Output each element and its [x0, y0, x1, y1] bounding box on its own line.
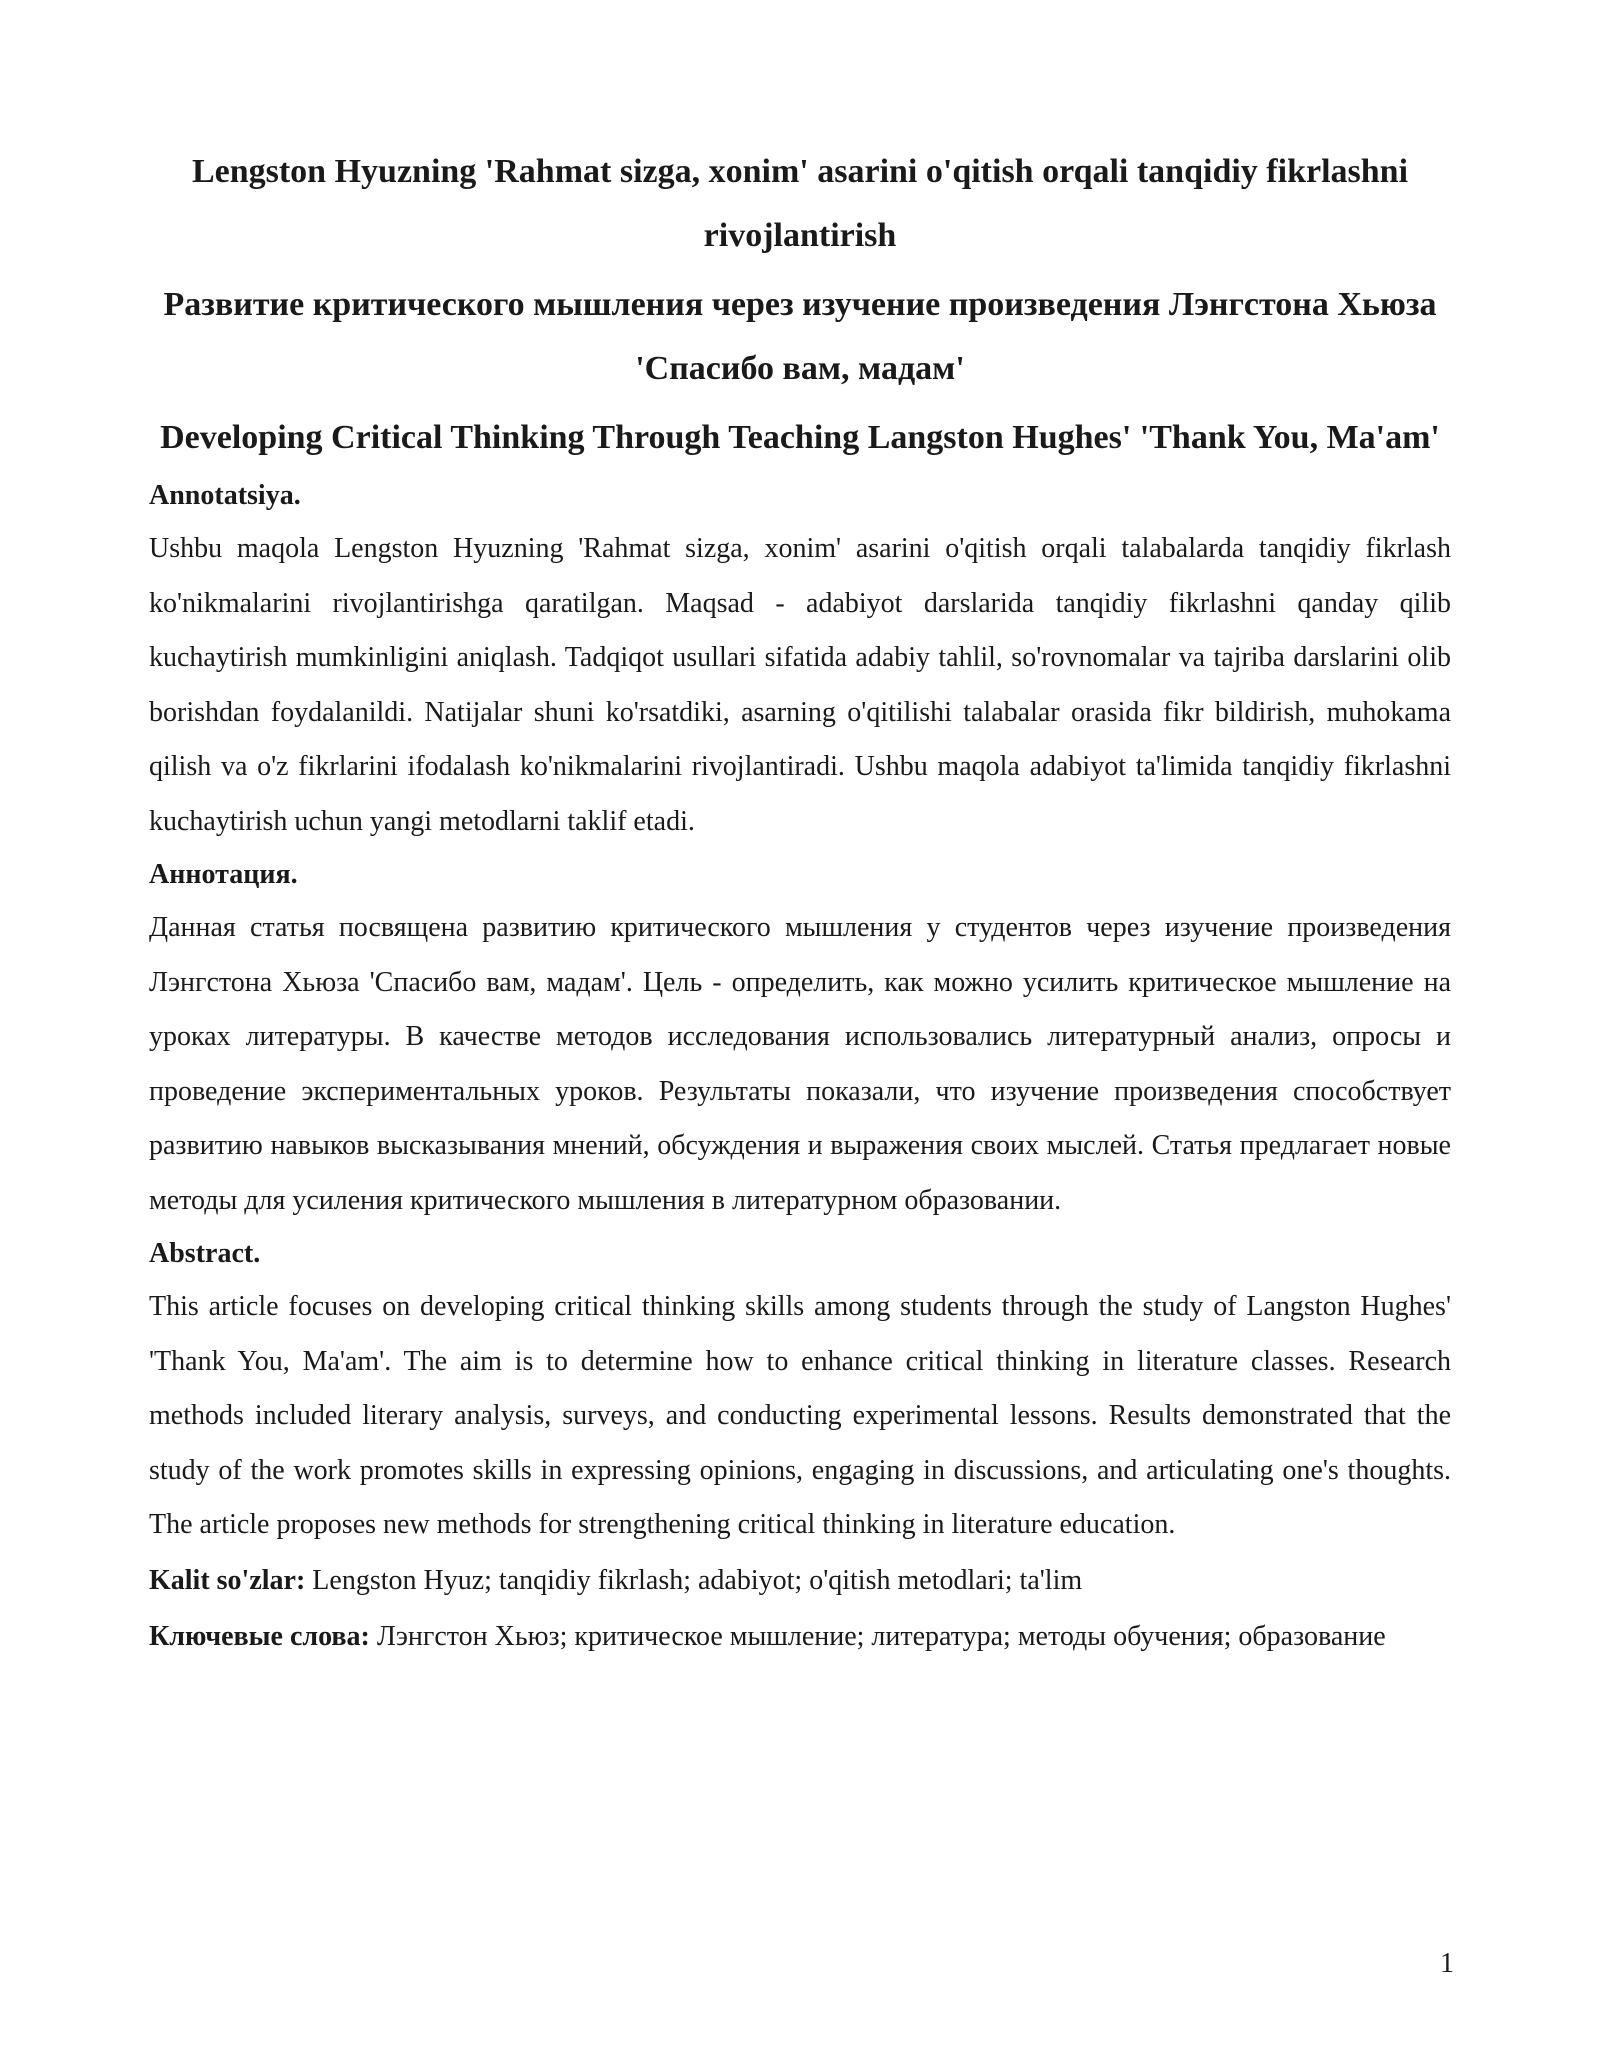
keywords-uzbek-text: Lengston Hyuz; tanqidiy fikrlash; adabiyot; o'qitish metodlari; ta'lim — [305, 1564, 1083, 1596]
title-uzbek: Lengston Hyuzning 'Rahmat sizga, xonim' asarini o'qitish orqali tanqidiy fikrlashni rivojlantirish — [191, 153, 1409, 254]
abstract-uzbek-heading: Annotatsiya. — [149, 480, 301, 511]
abstract-uzbek-section — [149, 478, 1451, 849]
paper-page — [149, 140, 1451, 1665]
abstract-english-text: This article focuses on developing critical thinking skills among students through the study of Langston Hughes' 'Thank You, Ma'am'. The aim is to determine how to enhance critical thinking in literature classes. Research methods included literary analysis, surveys, and conducting experimental lessons. Results demonstrated that the study of the work promotes skills in expressing opinions, engaging in discussions, and articulating one's thoughts. The article proposes new methods for strengthening critical thinking in literature education. — [149, 1291, 1451, 1540]
title-russian: Развитие критического мышления через изучение произведения Лэнгстона Хьюза 'Спасибо вам, мадам' — [163, 286, 1437, 387]
page-number: 1 — [1440, 1948, 1454, 1979]
abstract-russian-text: Данная статья посвящена развитию критического мышления у студентов через изучение произведения Лэнгстона Хьюза 'Спасибо вам, мадам'. Цель - определить, как можно усилить критическое мышление на уроках литературы. В качестве методов исследования использовались литературный анализ, опросы и проведение экспериментальных уроков. Результаты показали, что изучение произведения способствует развитию навыков высказывания мнений, обсуждения и выражения своих мыслей. Статья предлагает новые методы для усиления критического мышления в литературном образовании. — [149, 912, 1451, 1216]
keywords-russian-label: Ключевые слова: — [149, 1620, 370, 1652]
title-english: Developing Critical Thinking Through Teaching Langston Hughes' 'Thank You, Ma'am' — [160, 419, 1440, 456]
keywords-russian — [149, 1609, 1451, 1665]
keywords-uzbek-label: Kalit so'zlar: — [149, 1564, 306, 1596]
keywords-russian-text: Лэнгстон Хьюз; критическое мышление; литература; методы обучения; образование — [369, 1620, 1386, 1652]
abstract-english-heading: Abstract. — [149, 1238, 261, 1269]
keywords-uzbek — [149, 1553, 1451, 1609]
abstract-uzbek-text: Ushbu maqola Lengston Hyuzning 'Rahmat sizga, xonim' asarini o'qitish orqali talabalarda tanqidiy fikrlash ko'nikmalarini rivojlantirishga qaratilgan. Maqsad - adabiyot darslarida tanqidiy fikrlashni qanday qilib kuchaytirish mumkinligini aniqlash. Tadqiqot usullari sifatida adabiy tahlil, so'rovnomalar va tajriba darslarini olib borishdan foydalanildi. Natijalar shuni ko'rsatdiki, asarning o'qitilishi talabalar orasida fikr bildirish, muhokama qilish va o'z fikrlarini ifodalash ko'nikmalarini rivojlantiradi. Ushbu maqola adabiyot ta'limida tanqidiy fikrlashni kuchaytirish uchun yangi metodlarni taklif etadi. — [149, 533, 1451, 837]
abstract-russian-heading: Аннотация. — [149, 859, 298, 890]
abstract-english-section — [149, 1236, 1451, 1553]
abstract-russian-section — [149, 857, 1451, 1228]
title-block — [149, 140, 1451, 470]
